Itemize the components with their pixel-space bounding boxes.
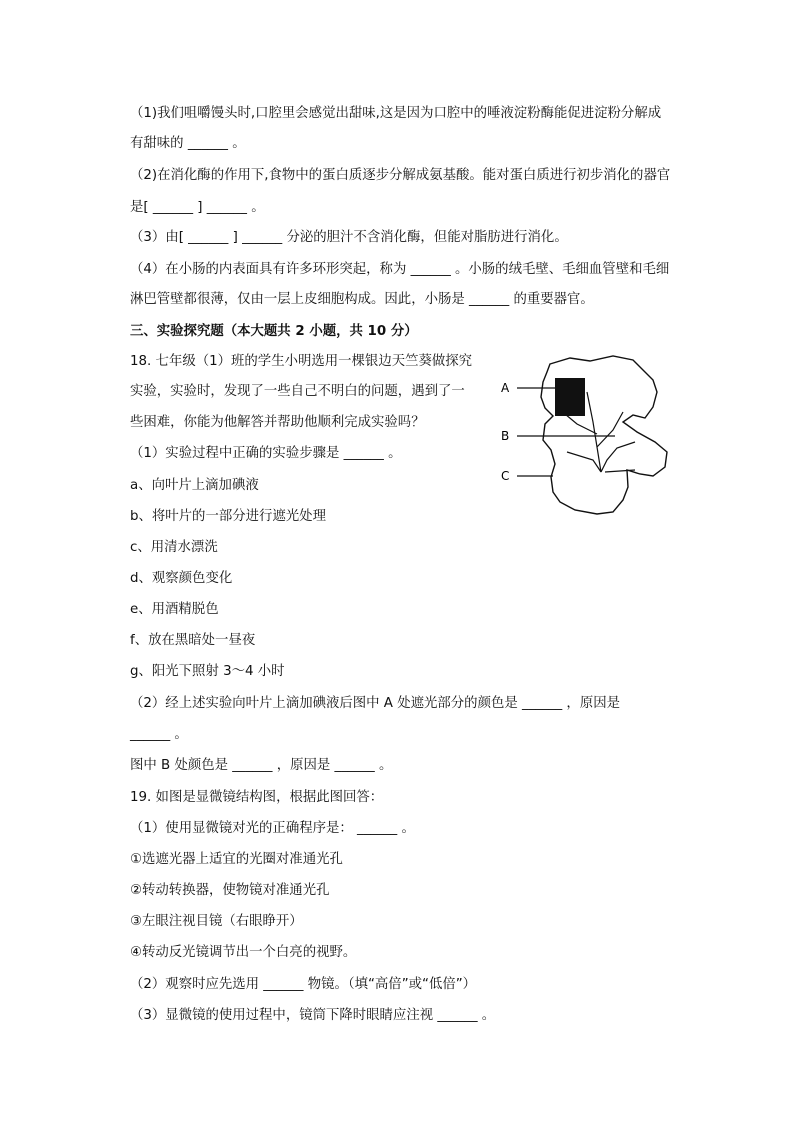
text-line: 19. 如图是显微镜结构图，根据此图回答： bbox=[130, 790, 384, 805]
text-line: ③左眼注视目镜（右眼睁开） bbox=[130, 914, 303, 929]
text-line: c、用清水漂洗 bbox=[130, 540, 218, 555]
text-line: 淋巴管壁都很薄，仅由一层上皮细胞构成。因此，小肠是 ______ 的重要器官。 bbox=[130, 292, 594, 307]
text-line: 有甜味的 ______ 。 bbox=[130, 136, 246, 151]
text-line: （3）显微镜的使用过程中，镜筒下降时眼睛应注视 ______ 。 bbox=[130, 1008, 496, 1023]
text-line: ④转动反光镜调节出一个白亮的视野。 bbox=[130, 945, 357, 960]
leaf-diagram bbox=[495, 352, 715, 517]
text-line: 实验，实验时，发现了一些自己不明白的问题，遇到了一 bbox=[130, 384, 465, 399]
text-line: d、观察颜色变化 bbox=[130, 571, 233, 586]
text-line: （4）在小肠的内表面具有许多环形突起，称为 ______ 。小肠的绒毛壁、毛细血管壁和毛细 bbox=[130, 262, 670, 277]
text-line: ①选遮光器上适宜的光圈对准通光孔 bbox=[130, 852, 343, 867]
text-line: a、向叶片上滴加碘液 bbox=[130, 478, 259, 493]
text-line: g、阳光下照射 3～4 小时 bbox=[130, 664, 285, 679]
text-line: （3）由[ ______ ] ______ 分泌的胆汁不含消化酶，但能对脂肪进行消化。 bbox=[130, 230, 568, 245]
text-line: （1)我们咀嚼馒头时,口腔里会感觉出甜味,这是因为口腔中的唾液淀粉酶能促进淀粉分解成 bbox=[130, 106, 662, 121]
label-a: A bbox=[501, 381, 510, 395]
text-line: （2）观察时应先选用 ______ 物镜。（填“高倍”或“低倍”） bbox=[130, 977, 477, 992]
text-line: ______ 。 bbox=[130, 727, 188, 742]
text-line: e、用酒精脱色 bbox=[130, 602, 219, 617]
text-line: ②转动转换器，使物镜对准通光孔 bbox=[130, 883, 330, 898]
shaded-region-a bbox=[555, 378, 585, 416]
label-c: C bbox=[501, 469, 510, 483]
text-line: 图中 B 处颜色是 ______ ，原因是 ______ 。 bbox=[130, 758, 393, 773]
text-line: 是[ ______ ] ______ 。 bbox=[130, 200, 265, 215]
text-line: 些困难，你能为他解答并帮助他顺利完成实验吗？ bbox=[130, 415, 425, 430]
text-line: 18. 七年级（1）班的学生小明选用一棵银边天竺葵做探究 bbox=[130, 354, 473, 369]
text-line: （2)在消化酶的作用下,食物中的蛋白质逐步分解成氨基酸。能对蛋白质进行初步消化的器官 bbox=[130, 168, 671, 183]
text-line: b、将叶片的一部分进行遮光处理 bbox=[130, 509, 326, 524]
text-line: （1）使用显微镜对光的正确程序是： ______ 。 bbox=[130, 821, 415, 836]
text-line: f、放在黑暗处一昼夜 bbox=[130, 633, 256, 648]
section-heading: 三、实验探究题（本大题共 2 小题，共 10 分） bbox=[130, 324, 418, 339]
text-line: （1）实验过程中正确的实验步骤是 ______ 。 bbox=[130, 446, 402, 461]
text-line: （2）经上述实验向叶片上滴加碘液后图中 A 处遮光部分的颜色是 ______ ，原因是 bbox=[130, 696, 620, 711]
label-b: B bbox=[501, 429, 510, 443]
